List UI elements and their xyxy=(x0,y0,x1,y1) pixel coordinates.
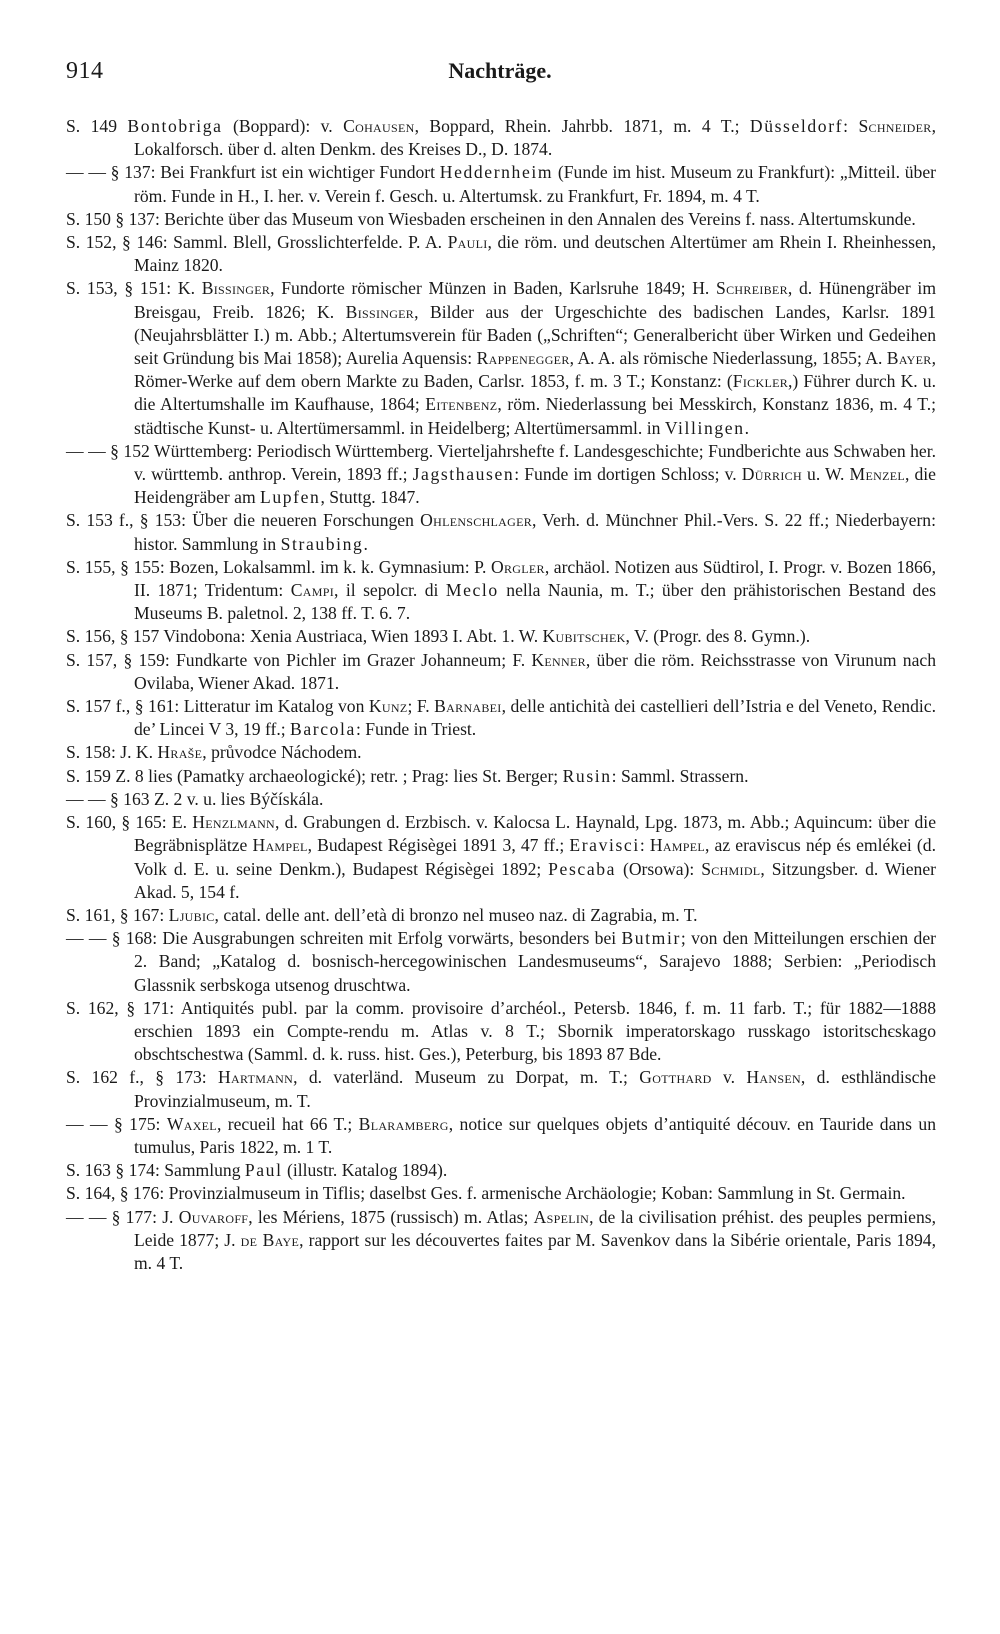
entry: S. 152, § 146: Samml. Blell, Grosslichterfelde. P. A. Pauli, die röm. und deutschen Altertümer am Rhein I. Rheinhessen, Mainz 1820. xyxy=(66,232,936,276)
entry: S. 155, § 155: Bozen, Lokalsamml. im k. k. Gymnasium: P. Orgler, archäol. Notizen aus Südtirol, I. Progr. v. Bozen 1866, II. 1871; Tridentum: Campi, il sepolcr. di Meclo nella Naunia, m. T.; über den prähistorischen Bestand des Museums B. paletnol. 2, 138 ff. T. 6. 7. xyxy=(66,556,936,624)
entry: S. 150 § 137: Berichte über das Museum von Wiesbaden erscheinen in den Annalen des Vereins f. nass. Altertumskunde. xyxy=(66,208,916,229)
entry: S. 162, § 171: Antiquités publ. par la comm. provisoire d’archéol., Petersb. 1846, f. m. 11 farb. T.; für 1882—1888 erschien 1893 ein Compte-rendu m. Atlas v. 8 T.; Sbornik imperatorskago russkago istoritschєskago obschtschestwa (Samml. d. k. russ. hist. Ges.), Peterburg, bis 1893 87 Bde. xyxy=(66,997,936,1065)
entry: S. 164, § 176: Provinzialmuseum in Tiflis; daselbst Ges. f. armenische Archäologie; Koban: Sammlung in St. Germain. xyxy=(66,1183,906,1204)
entry: S. 158: J. K. Hraše, průvodce Náchodem. xyxy=(66,742,362,763)
entry: — — § 168: Die Ausgrabungen schreiten mit Erfolg vorwärts, besonders bei Butmir; von den Mitteilungen erschien der 2. Band; „Katalog d. bosnisch-hercegowinischen Landesmuseums“, Sarajevo 1888; Serbien: „Periodisch Glassnik serbskoga utsenog druschtwa. xyxy=(66,928,936,995)
entry: — — § 175: Waxel, recueil hat 66 T.; Blaramberg, notice sur quelques objets d’antiquité découv. en Tauride dans un tumulus, Paris 1822, m. 1 T. xyxy=(66,1113,937,1157)
entry: S. 160, § 165: E. Henzlmann, d. Grabungen d. Erzbisch. v. Kalocsa L. Haynald, Lpg. 1873, m. Abb.; Aquincum: über die Begräbnisplätze Hampel, Budapest Régisègei 1891 3, 47 ff.; Eravisci: Hampel, az eraviscus nép és emlékei (d. Volk d. E. u. seine Denkm.), Budapest Régisègei 1892; Pescaba (Orsowa): Schmidl, Sitzungsber. d. Wiener Akad. 5, 154 f. xyxy=(66,812,937,902)
entry: S. 153, § 151: K. Bissinger, Fundorte römischer Münzen in Baden, Karlsruhe 1849; H. Schreiber, d. Hünengräber im Breisgau, Freib. 1826; K. Bissinger, Bilder aus der Urgeschichte des badischen Landes, Karlsr. 1891 (Neujahrsblätter I.) m. Abb.; Altertumsverein für Baden („Schriften“; Generalbericht über Wirken und Gedeihen seit Gründung bis Mai 1858); Aurelia Aquensis: Rappenegger, A. A. als römische Niederlassung, 1855; A. Bayer, Römer-Werke auf dem obern Markte zu Baden, Carlsr. 1853, f. m. 3 T.; Konstanz: (Fickler,) Führer durch K. u. die Altertumshalle im Kaufhause, 1864; Eitenbenz, röm. Niederlassung bei Messkirch, Konstanz 1836, m. 4 T.; städtische Kunst- u. Altertümersamml. in Heidelberg; Altertümersamml. in Villingen. xyxy=(66,278,937,438)
entry: — — § 137: Bei Frankfurt ist ein wichtiger Fundort Heddernheim (Funde im hist. Museum zu Frankfurt): „Mitteil. über röm. Funde in H., I. her. v. Verein f. Gesch. u. Altertumsk. zu Frankfurt, Fr. 1894, m. 4 T. xyxy=(66,162,936,206)
entry: S. 153 f., § 153: Über die neueren Forschungen Ohlenschlager, Verh. d. Münchner Phil.-Vers. S. 22 ff.; Niederbayern: histor. Sammlung in Straubing. xyxy=(66,510,936,554)
body-text xyxy=(66,115,936,1275)
entry: — — § 177: J. Ouvaroff, les Mériens, 1875 (russisch) m. Atlas; Aspelin, de la civilisation préhist. des peuples permiens, Leide 1877; J. de Baye, rapport sur les découvertes faites par M. Savenkov dans la Sibérie orientale, Paris 1894, m. 4 T. xyxy=(66,1206,936,1273)
entry: S. 161, § 167: Ljubic, catal. delle ant. dell’età di bronzo nel museo naz. di Zagrabia, m. T. xyxy=(66,904,698,925)
entry: — — § 152 Württemberg: Periodisch Württemberg. Vierteljahrshefte f. Landesgeschichte; Fundberichte aus Schwaben her. v. württemb. anthrop. Verein, 1893 ff.; Jagsthausen: Funde im dortigen Schloss; v. Dürrich u. W. Menzel, die Heidengräber am Lupfen, Stuttg. 1847. xyxy=(66,440,936,508)
entry: S. 149 Bontobriga (Boppard): v. Cohausen, Boppard, Rhein. Jahrbb. 1871, m. 4 T.; Düsseldorf: Schneider, Lokalforsch. über d. alten Denkm. des Kreises D., D. 1874. xyxy=(66,116,936,160)
running-head: Nachträge. xyxy=(448,58,552,83)
entry: S. 156, § 157 Vindobona: Xenia Austriaca, Wien 1893 I. Abt. 1. W. Kubitschek, V. (Progr. des 8. Gymn.). xyxy=(66,626,811,647)
entry: S. 157, § 159: Fundkarte von Pichler im Grazer Johanneum; F. Kenner, über die röm. Reichsstrasse von Virunum nach Ovilaba, Wiener Akad. 1871. xyxy=(66,649,936,693)
entry: S. 157 f., § 161: Litteratur im Katalog von Kunz; F. Barnabei, delle antichità dei castellieri dell’Istria e del Veneto, Rendic. de’ Lincei V 3, 19 ff.; Barcola: Funde in Triest. xyxy=(66,696,936,740)
page-number: 914 xyxy=(66,58,104,84)
entry: — — § 163 Z. 2 v. u. lies Býčískála. xyxy=(66,788,324,809)
entry: S. 162 f., § 173: Hartmann, d. vaterländ. Museum zu Dorpat, m. T.; Gotthard v. Hansen, d. esthländische Provinzialmuseum, m. T. xyxy=(66,1067,936,1111)
entry: S. 163 § 174: Sammlung Paul (illustr. Katalog 1894). xyxy=(66,1160,448,1181)
entry: S. 159 Z. 8 lies (Pamatky archaeologické); retr. ; Prag: lies St. Berger; Rusin: Samml. Strassern. xyxy=(66,765,749,786)
